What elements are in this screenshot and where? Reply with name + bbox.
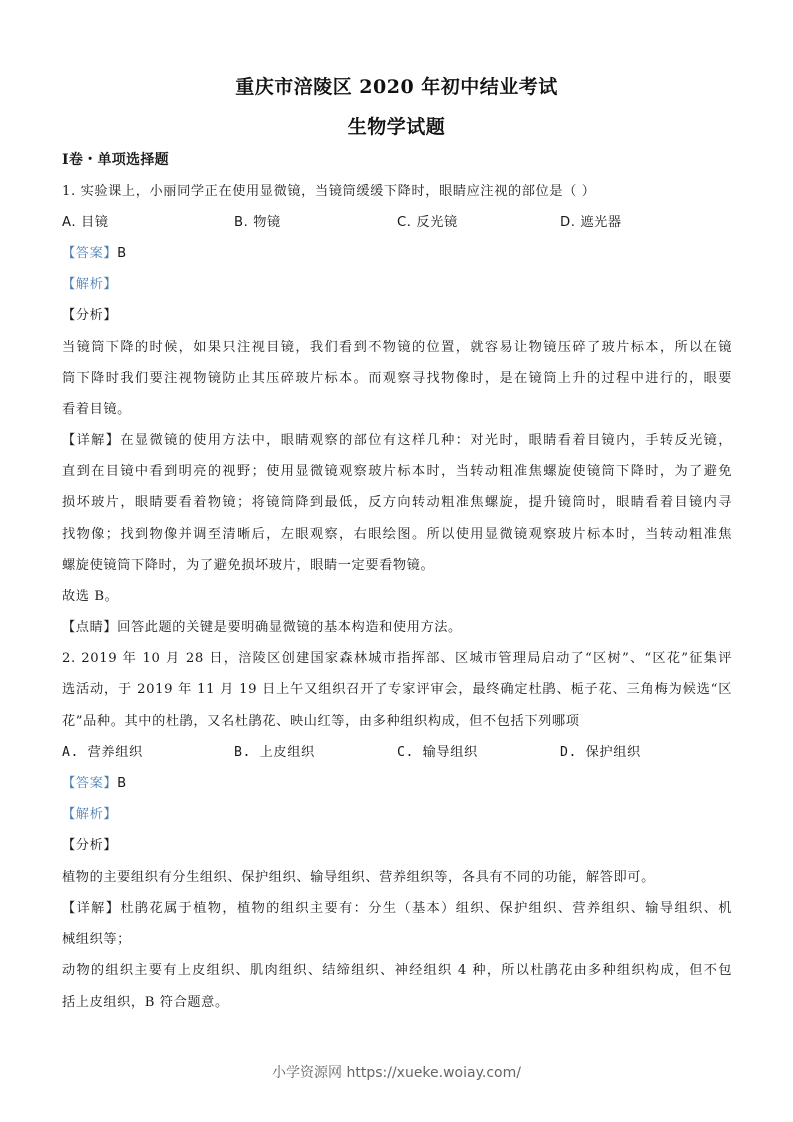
question-2-option-b: B. 上皮组织: [234, 745, 315, 760]
document-subtitle: 生物学试题: [347, 116, 446, 138]
question-1-fenxi-tag: 【分析】: [62, 308, 118, 323]
question-1-analysis-tag: 【解析】: [62, 277, 118, 292]
question-2-xiangjie-line: 动物的组织主要有上皮组织、肌肉组织、结缔组织、神经组织 4 种，所以杜鹃花由多种组织构成，但不包: [62, 963, 732, 978]
question-1-option-a: A. 目镜: [62, 215, 109, 230]
question-2-fenxi-tag: 【分析】: [62, 838, 118, 853]
question-1-fenxi-line: 筒下降时我们要注视物镜防止其压碎玻片标本。而观察寻找物像时，是在镜筒上升的过程中进行的，眼要: [62, 371, 732, 386]
question-2-stem-line: 选活动，于 2019 年 11 月 19 日上午又组织召开了专家评审会，最终确定杜鹃、栀子花、三角梅为候选“区: [62, 682, 732, 697]
answer-tag: 【答案】: [62, 776, 118, 791]
question-2-answer: [62, 776, 732, 792]
question-2-stem-line: 花”品种。其中的杜鹃，又名杜鹃花、映山红等，由多种组织构成，但不包括下列哪项: [62, 714, 580, 729]
question-1-fenxi-line: 看着目镜。: [62, 402, 131, 417]
question-1-xiangjie-line: 螺旋使镜筒下降时，为了避免损坏玻片，眼睛一定要看物镜。: [62, 558, 435, 573]
section-heading: Ⅰ卷・单项选择题: [62, 152, 169, 168]
question-2-xiangjie-line: 括上皮组织，B 符合题意。: [62, 995, 229, 1010]
document-title: 重庆市涪陵区 2020 年初中结业考试: [235, 76, 558, 98]
dianjing-tag: 【点睛】: [62, 620, 118, 635]
question-2-stem-line: 2. 2019 年 10 月 28 日，涪陵区创建国家森林城市指挥部、区城市管理局启动了“区树”、“区花”征集评: [62, 651, 732, 666]
xiangjie-tag: 【详解】: [62, 433, 121, 448]
answer-value: B: [117, 776, 127, 791]
question-2-option-a: A. 营养组织: [62, 745, 143, 760]
question-2-fenxi-line: 植物的主要组织有分生组织、保护组织、输导组织、营养组织等，各具有不同的功能，解答即可。: [62, 870, 655, 885]
question-1-conclusion: 故选 B。: [62, 589, 119, 604]
question-2-xiangjie-line: 【详解】杜鹃花属于植物，植物的组织主要有：分生（基本）组织、保护组织、营养组织、输导组织、机: [62, 901, 733, 916]
answer-value: B: [117, 246, 127, 261]
question-1-option-c: C. 反光镜: [397, 215, 458, 230]
question-1-option-b: B. 物镜: [234, 215, 281, 230]
question-2-option-c: C. 输导组织: [397, 745, 478, 760]
question-1-xiangjie-line: 【详解】在显微镜的使用方法中，眼睛观察的部位有这样几种：对光时，眼睛看着目镜内，手转反光镜，: [62, 433, 733, 448]
question-1-xiangjie-line: 直到在目镜中看到明亮的视野；使用显微镜观察玻片标本时，当转动粗准焦螺旋使镜筒下降时，为了避免: [62, 464, 732, 479]
question-2-option-d: D. 保护组织: [560, 745, 641, 760]
xiangjie-tag: 【详解】: [62, 901, 121, 916]
question-1-fenxi-line: 当镜筒下降的时候，如果只注视目镜，我们看到不物镜的位置，就容易让物镜压碎了玻片标本，所以在镜: [62, 340, 732, 355]
question-1-dianjing: 【点睛】回答此题的关键是要明确显微镜的基本构造和使用方法。: [62, 620, 462, 635]
question-1-answer: [62, 246, 732, 262]
question-2-xiangjie-line: 械组织等；: [62, 932, 131, 947]
answer-tag: 【答案】: [62, 246, 118, 261]
question-2-analysis-tag: 【解析】: [62, 807, 118, 822]
question-1-option-d: D. 遮光器: [560, 215, 622, 230]
question-1-xiangjie-line: 损坏玻片，眼睛要看着物镜；将镜筒降到最低，反方向转动粗准焦螺旋，提升镜筒时，眼睛看着目镜内寻: [62, 495, 732, 510]
question-1-stem: 1. 实验课上，小丽同学正在使用显微镜，当镜筒缓缓下降时，眼睛应注视的部位是（ ）: [62, 184, 596, 199]
watermark-footer: 小学资源网 https://xueke.woiay.com/: [272, 1065, 521, 1081]
question-1-xiangjie-line: 找物像；找到物像并调至清晰后，左眼观察，右眼绘图。所以使用显微镜观察玻片标本时，当转动粗准焦: [62, 527, 732, 542]
